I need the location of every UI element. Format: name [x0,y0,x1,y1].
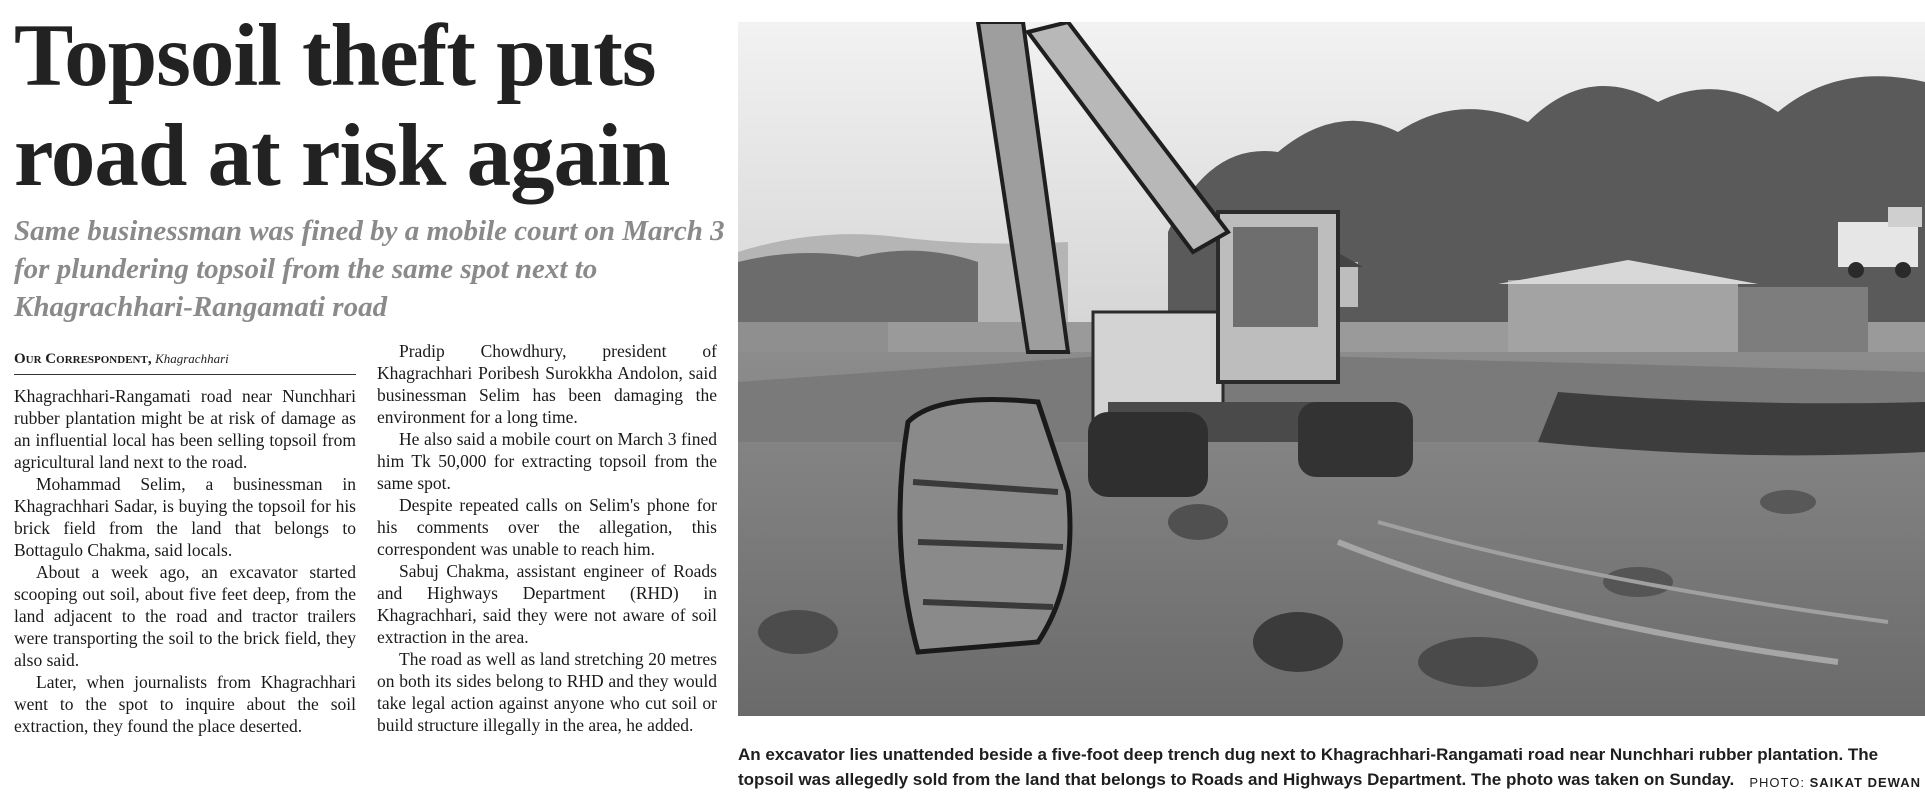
photo-credit-name: SAIKAT DEWAN [1809,775,1921,790]
paragraph: Pradip Chowdhury, president of Khagrachhari Poribesh Surokkha Andolon, said businessman Selim has been damaging the environment for a long time. [377,341,717,427]
byline-name: Our Correspondent, [14,351,152,367]
paragraph: Despite repeated calls on Selim's phone for his comments over the allegation, this correspondent was unable to reach him. [377,495,717,559]
paragraph: Khagrachhari-Rangamati road near Nunchhari rubber plantation might be at risk of damage as an influential local has been selling topsoil from agricultural land next to the road. [14,386,356,472]
paragraph: Sabuj Chakma, assistant engineer of Roads and Highways Department (RHD) in Khagrachhari, said they were not aware of soil extraction in the area. [377,561,717,647]
photo-credit-label: PHOTO: [1749,775,1805,790]
paragraph: Mohammad Selim, a businessman in Khagrachhari Sadar, is buying the topsoil for his brick field from the land that belongs to Bottagulo Chakma, said locals. [14,474,356,560]
byline-place: Khagrachhari [155,351,229,366]
excavator-photo-illustration [738,22,1925,716]
headline-line-2: road at risk again [14,107,670,205]
headline-line-1: Topsoil theft puts [14,7,656,105]
paragraph: He also said a mobile court on March 3 fined him Tk 50,000 for extracting topsoil from the same spot. [377,429,717,493]
excavator-photo [738,22,1925,716]
headline [14,6,734,206]
body-column-2 [377,340,717,736]
photo-caption: An excavator lies unattended beside a five-foot deep trench dug next to Khagrachhari-Rangamati road near Nunchhari rubber plantation. The topsoil was allegedly sold from the land that belongs to Roads and Highways Department. The photo was taken on Sunday. [738,745,1879,789]
byline-rule [14,374,356,375]
byline [14,350,354,369]
body-column-1 [14,385,356,737]
photo-credit [1749,775,1921,790]
paragraph: Later, when journalists from Khagrachhari went to the spot to inquire about the soil extraction, they found the place deserted. [14,672,356,736]
deck-subheadline: Same businessman was fined by a mobile court on March 3 for plundering topsoil from the same spot next to Khagrachhari-Rangamati road [14,215,725,323]
paragraph: About a week ago, an excavator started scooping out soil, about five feet deep, from the land adjacent to the road and tractor trailers were transporting the soil to the brick field, they also said. [14,562,356,670]
paragraph: The road as well as land stretching 20 metres on both its sides belong to RHD and they would take legal action against anyone who cut soil or build structure illegally in the area, he added. [377,649,717,735]
